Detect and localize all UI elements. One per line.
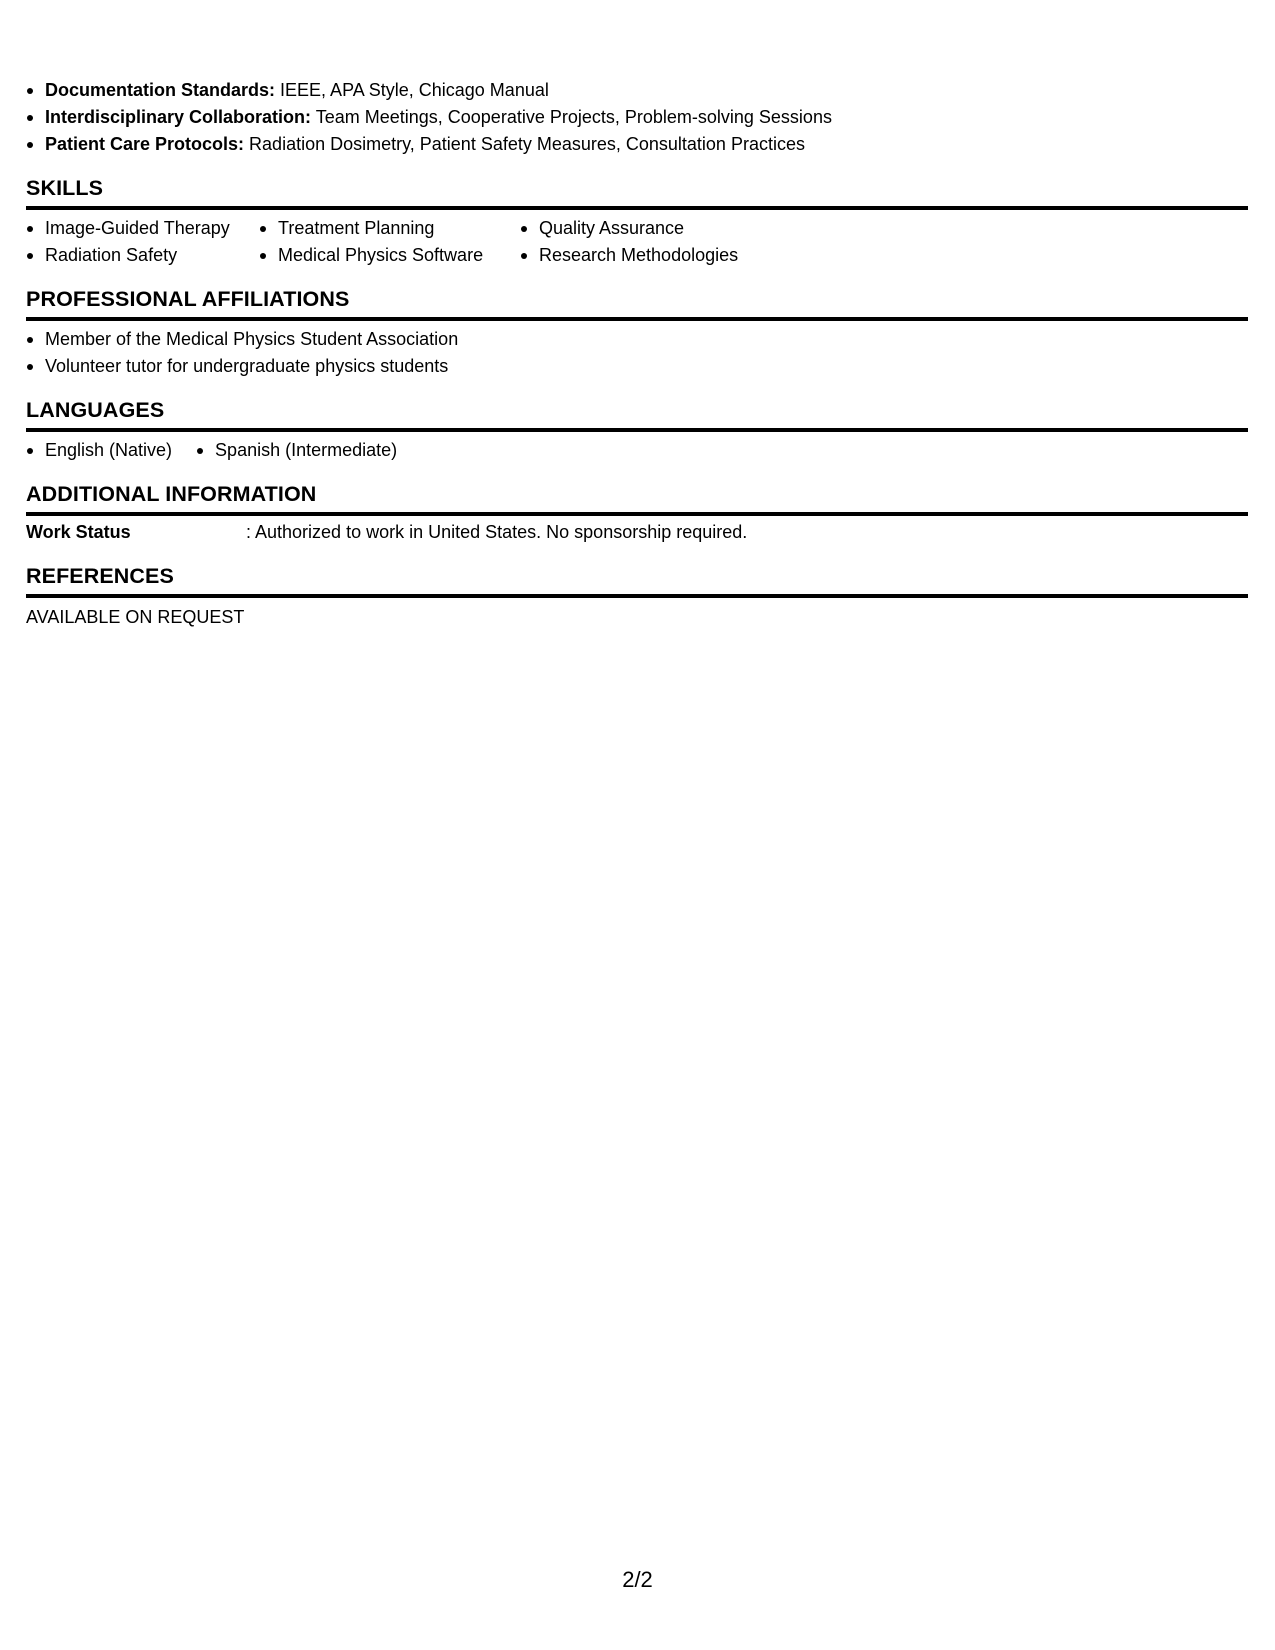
list-item [26,104,1248,131]
references-section [26,563,1248,631]
item-text: IEEE, APA Style, Chicago Manual [275,80,549,100]
languages-heading: LANGUAGES [26,397,1248,432]
skills-section [26,175,1248,269]
list-item [26,131,1248,158]
affiliation-item: Volunteer tutor for undergraduate physics students [26,353,1248,380]
skills-heading: SKILLS [26,175,1248,210]
additional-info-heading: ADDITIONAL INFORMATION [26,481,1248,516]
list-item [26,77,1248,104]
language-item: English (Native) [26,437,172,464]
resume-page [26,0,1248,631]
skill-item: Medical Physics Software [259,242,520,269]
skill-item: Image-Guided Therapy [26,215,259,242]
affiliations-section [26,286,1248,380]
work-status-label: Work Status [26,522,131,542]
skill-item: Quality Assurance [520,215,780,242]
affiliations-heading: PROFESSIONAL AFFILIATIONS [26,286,1248,321]
affiliation-item: Member of the Medical Physics Student Association [26,326,1248,353]
skill-item: Radiation Safety [26,242,259,269]
skills-columns [26,215,1248,269]
languages-section [26,397,1248,464]
item-text: Team Meetings, Cooperative Projects, Problem-solving Sessions [311,107,832,127]
work-status-row [26,519,1248,546]
references-text: AVAILABLE ON REQUEST [26,607,245,627]
skills-column [520,215,780,269]
item-label: Interdisciplinary Collaboration: [45,107,312,127]
skill-item: Treatment Planning [259,215,520,242]
item-label: Documentation Standards: [45,80,276,100]
additional-info-section [26,481,1248,546]
item-label: Patient Care Protocols: [45,134,245,154]
skills-column [26,215,259,269]
language-item: Spanish (Intermediate) [196,437,397,464]
affiliations-list [26,326,1248,380]
references-heading: REFERENCES [26,563,1248,598]
page-number: 2/2 [622,1567,653,1592]
item-text: Radiation Dosimetry, Patient Safety Measures, Consultation Practices [244,134,805,154]
languages-list [26,437,1248,464]
work-status-value: : Authorized to work in United States. No sponsorship required. [246,522,748,542]
skill-item: Research Methodologies [520,242,780,269]
skills-column [259,215,520,269]
technical-proficiencies-list [26,77,1248,158]
